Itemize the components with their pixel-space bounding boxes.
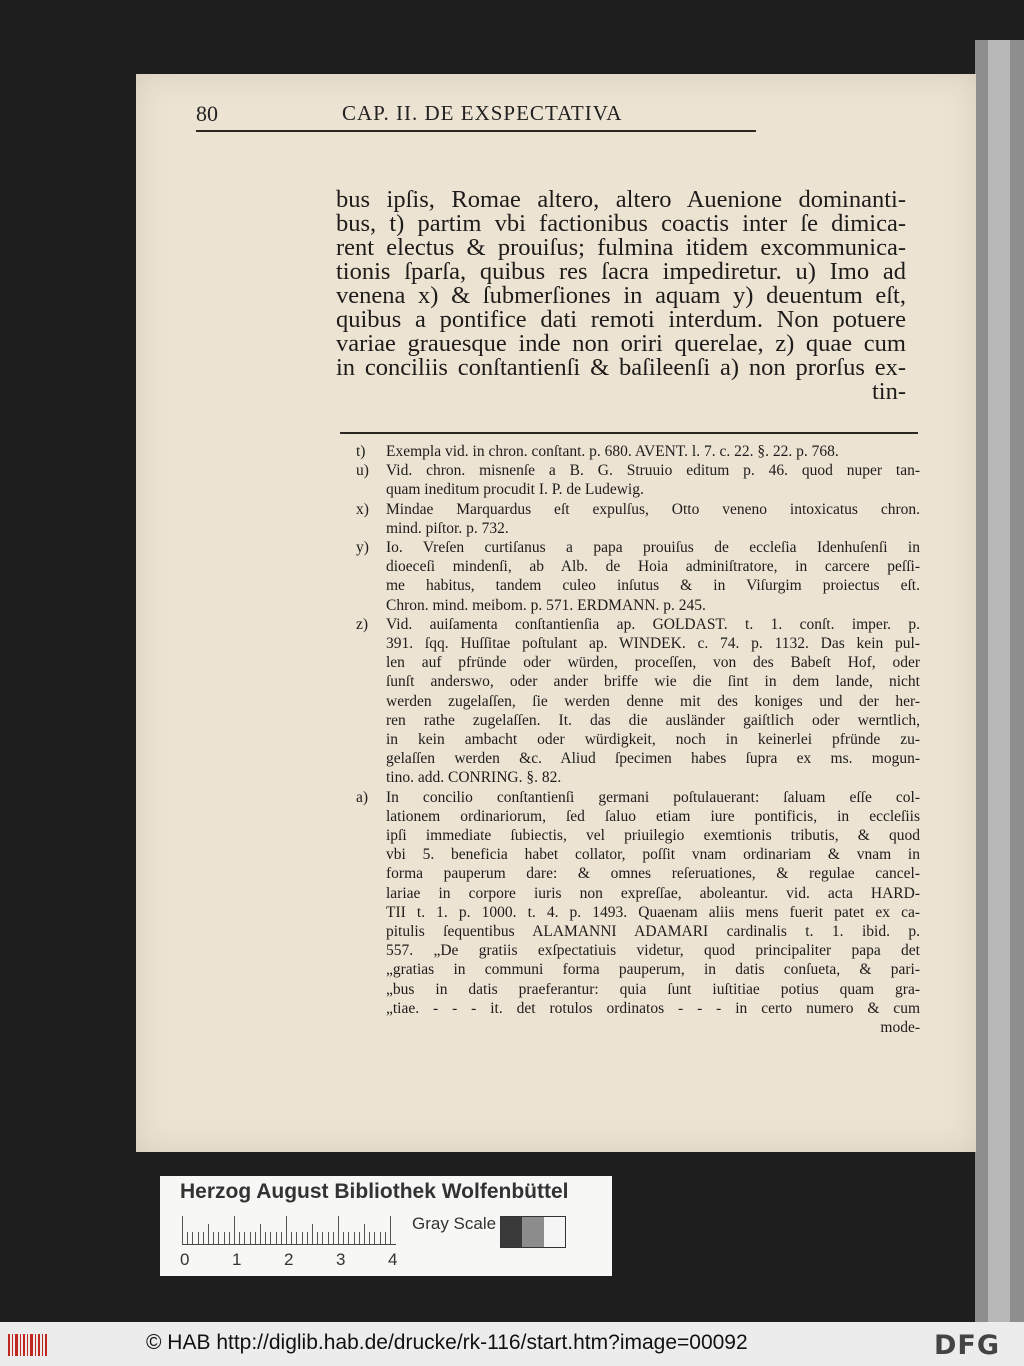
ruler-number: 3 xyxy=(336,1250,346,1269)
footnote-line: werden zugelaſſen, ſie werden denne mit des koniges und der her- xyxy=(386,692,920,710)
measurement-ruler xyxy=(182,1214,396,1245)
footnote-y xyxy=(356,538,920,615)
footnote-line: vbi 5. beneficia habet collator, poſſit vnam ordinariam & vnam in xyxy=(386,846,920,864)
main-text-line: in conciliis conſtantienſi & baſileenſi a) non prorſus ex- xyxy=(336,354,906,381)
footnote-line: lationem ordinariorum, ſed ſaluo etiam iure pontificis, in eccleſiis xyxy=(386,807,920,825)
ruler-tick xyxy=(198,1232,199,1244)
ruler-tick xyxy=(390,1216,391,1244)
ruler-tick xyxy=(312,1224,313,1244)
main-catchword: tin- xyxy=(871,378,906,405)
main-text-line: variae grauesque inde non oriri querelae, z) quae cum xyxy=(336,330,906,357)
ruler-tick xyxy=(208,1224,209,1244)
main-text-block xyxy=(336,188,906,404)
footnote-x xyxy=(356,500,920,538)
footnote-line: „tiae. - - - it. det rotulos ordinatos - - - in certo numero & cum xyxy=(386,999,920,1017)
footnote-line: gelaſſen werden &c. Aliud ſpecimen habes ſupra ex ms. mogun- xyxy=(386,750,920,768)
ruler-tick xyxy=(369,1232,370,1244)
ruler-tick xyxy=(359,1232,360,1244)
ruler-tick xyxy=(322,1232,323,1244)
ruler-number: 0 xyxy=(180,1250,190,1269)
footnote-line: quam ineditum procudit I. P. de Ludewig. xyxy=(386,481,644,499)
footnote-line: TII t. 1. p. 1000. t. 4. p. 1493. Quaenam aliis mens fuerit patet ex ca- xyxy=(386,903,920,921)
ruler-number: 2 xyxy=(284,1250,294,1269)
footnote-line: in kein ambacht oder würdigkeit, noch in keinerlei pfründe zu- xyxy=(386,731,920,749)
main-text-line: bus, t) partim vbi factionibus coactis inter ſe dimica- xyxy=(336,210,906,237)
main-text-line: rent electus & prouiſus; fulmina itidem excommunica- xyxy=(336,234,906,261)
main-text-line: venena x) & ſubmerſiones in aquam y) deuentum eſt, xyxy=(336,282,906,309)
main-text-line: tionis ſparſa, quibus res ſacra impediretur. u) Imo ad xyxy=(336,258,906,285)
footnote-line: me habitus, tandem culeo inſutus & in Viſurgim proiectus eſt. xyxy=(386,577,920,595)
ruler-tick xyxy=(286,1216,287,1244)
ruler-tick xyxy=(265,1232,266,1244)
ruler-tick xyxy=(291,1232,292,1244)
ruler-tick xyxy=(244,1232,245,1244)
ruler-tick xyxy=(276,1232,277,1244)
gray-scale-label: Gray Scale xyxy=(412,1214,497,1233)
ruler-tick xyxy=(213,1232,214,1244)
ruler-tick xyxy=(364,1224,365,1244)
footnote-a xyxy=(356,788,920,1018)
ruler-number: 4 xyxy=(388,1250,398,1269)
footnote-line: ſunſt anderswo, oder ander briffe wie die ſint in dem lande, nicht xyxy=(386,673,920,691)
library-name: Herzog August Bibliothek Wolfenbüttel xyxy=(180,1180,569,1203)
footnote-line: dioeceſi mindenſi, ab Alb. de Hoia adminiſtratore, in carcere peſſi- xyxy=(386,558,920,576)
footnote-line: mind. piſtor. p. 732. xyxy=(386,519,509,537)
footnote-line: Exempla vid. in chron. conſtant. p. 680. AVENT. l. 7. c. 22. §. 22. p. 768. xyxy=(386,443,839,460)
ruler-tick xyxy=(338,1216,339,1244)
main-text-line: bus ipſis, Romae altero, altero Auenione dominanti- xyxy=(336,186,906,213)
footnotes-block xyxy=(356,442,920,1037)
ruler-tick xyxy=(328,1232,329,1244)
copyright-link[interactable]: © HAB http://diglib.hab.de/drucke/rk-116/start.htm?image=00092 xyxy=(146,1331,748,1354)
footnote-line: In concilio conſtantienſi germani poſtulauerant: ſaluam eſſe col- xyxy=(386,788,920,806)
adjacent-page-edge-inner xyxy=(988,40,1010,1322)
ruler-tick xyxy=(317,1232,318,1244)
page-header xyxy=(196,96,756,132)
footnote-divider xyxy=(340,432,918,434)
gray-swatch-light xyxy=(544,1217,565,1247)
footnote-label: a) xyxy=(356,788,369,806)
barcode-icon xyxy=(8,1334,48,1356)
footnote-t xyxy=(356,442,920,461)
footnote-line: „bus in datis praeferantur: quia ſunt iuſtitiae potius quam gra- xyxy=(386,980,920,998)
footnote-line: forma pauperum dare: & omnes reſeruationes, & regulae cancel- xyxy=(386,865,920,883)
footnote-line: ren rathe zugelaſſen. It. das die ausländer gaiſtlich oder werntlich, xyxy=(386,711,920,729)
ruler-tick xyxy=(296,1232,297,1244)
footnote-line: tino. add. CONRING. §. 82. xyxy=(386,769,562,787)
dfg-logo: DFG xyxy=(934,1330,1001,1361)
ruler-tick xyxy=(182,1216,183,1244)
notes-catchword: mode- xyxy=(880,1019,920,1037)
ruler-tick xyxy=(348,1232,349,1244)
ruler-tick xyxy=(192,1232,193,1244)
footnote-label: z) xyxy=(356,615,369,633)
ruler-tick xyxy=(187,1232,188,1244)
ruler-tick xyxy=(234,1216,235,1244)
footnote-line: Io. Vreſen curtiſanus a papa prouiſus de eccleſia Idenhuſenſi in xyxy=(386,539,920,557)
ruler-tick xyxy=(218,1232,219,1244)
ruler-tick xyxy=(343,1232,344,1244)
ruler-tick xyxy=(302,1232,303,1244)
footnote-line: „gratias in communi forma pauperum, in datis conſueta, & pari- xyxy=(386,961,920,979)
ruler-tick xyxy=(270,1232,271,1244)
ruler-tick xyxy=(229,1232,230,1244)
ruler-tick xyxy=(250,1232,251,1244)
gray-swatch-mid xyxy=(522,1217,543,1247)
footnote-line: 557. „De gratiis exſpectatiuis videtur, quod principaliter papa det xyxy=(386,942,920,960)
gray-scale-swatches xyxy=(500,1216,566,1248)
ruler-tick xyxy=(385,1232,386,1244)
footnote-z xyxy=(356,615,920,788)
page-number: 80 xyxy=(196,101,218,126)
footnote-label: u) xyxy=(356,462,369,480)
ruler-tick xyxy=(380,1232,381,1244)
ruler-tick xyxy=(307,1232,308,1244)
main-text-line: quibus a pontifice dati remoti interdum. Non potuere xyxy=(336,306,906,333)
footnote-line: Vid. auiſamenta conſtantienſia ap. GOLDAST. t. 1. conſt. imper. p. xyxy=(386,615,920,633)
footnote-line: Vid. chron. misnenſe a B. G. Struuio editum p. 46. quod nuper tan- xyxy=(386,462,920,480)
footnote-line: len auf pfründe oder würden, proceſſen, von des Babeſt Hof, oder xyxy=(386,654,920,672)
ruler-tick xyxy=(333,1232,334,1244)
ruler-tick xyxy=(255,1232,256,1244)
ruler-tick xyxy=(239,1232,240,1244)
ruler-tick xyxy=(281,1232,282,1244)
gray-swatch-dark xyxy=(501,1217,522,1247)
footnote-u xyxy=(356,461,920,499)
footnote-line: Chron. mind. meibom. p. 571. ERDMANN. p. 245. xyxy=(386,596,706,614)
footnote-label: x) xyxy=(356,500,369,518)
ruler-tick xyxy=(260,1224,261,1244)
library-label-card xyxy=(160,1176,612,1276)
footer-bar xyxy=(0,1322,1024,1366)
ruler-tick xyxy=(354,1232,355,1244)
footnote-label: y) xyxy=(356,539,369,557)
footnote-line: lariae in corpore iuris non expreſſae, aboleantur. vid. acta HARD- xyxy=(386,884,920,902)
footnote-line: 391. ſqq. Huſſitae poſtulant ap. WINDEK. c. 74. p. 1132. Das kein pul- xyxy=(386,635,920,653)
footnote-line: pitulis ſequentibus ALAMANNI ADAMARI cardinalis t. 1. ibid. p. xyxy=(386,923,920,941)
ruler-tick xyxy=(374,1232,375,1244)
ruler-tick xyxy=(224,1232,225,1244)
ruler-number: 1 xyxy=(232,1250,242,1269)
footnote-line: Mindae Marquardus eſt expulſus, Otto veneno intoxicatus chron. xyxy=(386,500,920,518)
footnote-label: t) xyxy=(356,443,366,460)
running-head: CAP. II. DE EXSPECTATIVA xyxy=(342,101,623,125)
footnote-line: ipſi immediate ſubiectis, vel priuilegio exemtionis tributis, & quod xyxy=(386,827,920,845)
ruler-tick xyxy=(203,1232,204,1244)
